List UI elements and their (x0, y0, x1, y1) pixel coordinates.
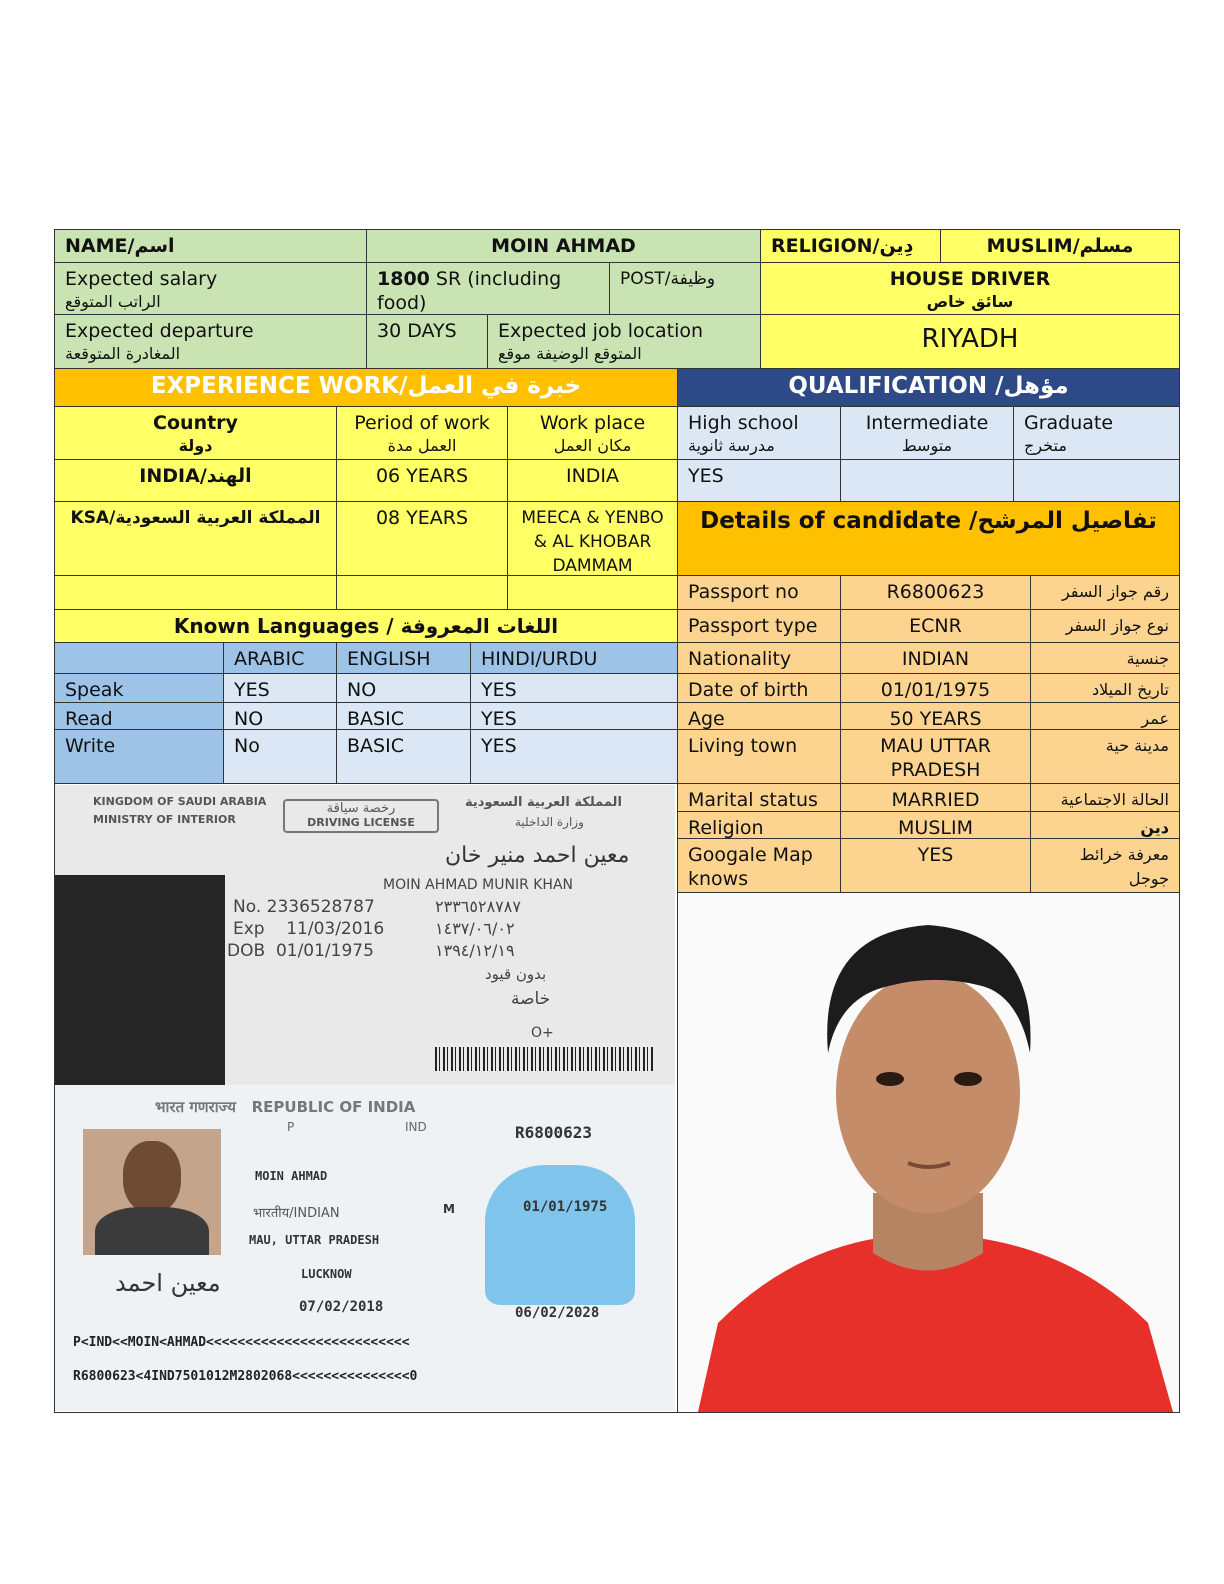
lang-cell (223, 702, 337, 730)
lang-row-label (54, 702, 224, 730)
detail-label (677, 673, 841, 703)
exp-row-place-text: INDIA (565, 465, 620, 487)
experience-title-text: EXPERIENCE WORK/خبرة في العمل (150, 373, 582, 399)
passport-signature: معین احمد (115, 1269, 221, 1297)
detail-value-text: MUSLIM (898, 817, 973, 839)
passport-ghost-image (485, 1165, 635, 1305)
detail-label-ar-text: الحالة الاجتماعية (1060, 790, 1169, 809)
lang-row-label-text: Write (65, 735, 116, 757)
license-dob-ar: ١٣٩٤/١٢/١٩ (435, 941, 515, 960)
qual-col-intermediate-en: Intermediate (865, 412, 989, 434)
location-label-ar: المتوقع الوضيفة موقع (498, 344, 642, 363)
detail-value-text: MARRIED (891, 789, 980, 811)
languages-title-text: Known Languages / اللغات المعروفة (173, 614, 559, 638)
detail-label-ar-text: تاريخ الميلاد (1092, 680, 1169, 699)
lang-col-hindi (470, 642, 678, 674)
lang-cell (336, 673, 471, 703)
passport-nationality: भारतीय/INDIAN (253, 1206, 340, 1221)
passport-given-name: MOIN AHMAD (255, 1169, 328, 1183)
name-label (54, 229, 367, 263)
experience-title (54, 368, 678, 407)
license-type-ar: خاصة (511, 989, 551, 1009)
qual-col-intermediate-ar: متوسط (901, 436, 953, 455)
passport-face (123, 1141, 181, 1213)
detail-label-ar-text: عمر (1141, 709, 1169, 728)
detail-label-ar-text: مدينة حية (1105, 736, 1169, 755)
detail-value-text: ECNR (909, 615, 962, 637)
name-label-text: NAME/اسم (65, 235, 175, 257)
passport-issue-place: LUCKNOW (301, 1267, 352, 1281)
license-dob: DOB 01/01/1975 (227, 941, 374, 961)
lang-row-label-text: Speak (65, 679, 124, 701)
detail-label-text: Marital status (688, 789, 818, 811)
passport-number: R6800623 (515, 1123, 593, 1142)
departure-label-ar: المغادرة المتوقعة (65, 344, 181, 363)
qual-col-graduate (1013, 406, 1180, 460)
lang-col-arabic (223, 642, 337, 674)
exp-row-country (54, 459, 337, 502)
license-badge-en: DRIVING LICENSE (307, 816, 415, 829)
license-name-ar: معين احمد منير خان (445, 843, 630, 868)
lang-col-arabic-text: ARABIC (234, 648, 305, 670)
lang-cell (470, 673, 678, 703)
license-badge (283, 799, 439, 833)
detail-value-text: 50 YEARS (889, 708, 982, 730)
post-label-text: POST/وظيفة (620, 269, 716, 289)
departure-label (54, 314, 367, 369)
license-number-ar: ٢٣٣٦٥٢٨٧٨٧ (435, 897, 521, 916)
passport-body (95, 1207, 209, 1255)
license-blood: O+ (531, 1025, 554, 1041)
detail-label-ar-text: دين (1140, 818, 1169, 837)
lang-cell-text: BASIC (347, 735, 404, 757)
post-value (760, 262, 1180, 315)
lang-col-english (336, 642, 471, 674)
detail-label (677, 702, 841, 730)
exp-col-country (54, 406, 337, 460)
qual-col-graduate-en: Graduate (1024, 412, 1114, 434)
lang-col-hindi-text: HINDI/URDU (481, 648, 598, 670)
detail-value-text: YES (917, 844, 954, 866)
exp-col-country-ar: دولة (178, 436, 213, 455)
languages-title (54, 609, 678, 643)
exp-row-place (507, 501, 678, 576)
religion-label (760, 229, 941, 263)
lang-cell-text: No (234, 735, 260, 757)
qual-col-highschool-ar: مدرسة ثانوية (688, 436, 775, 455)
license-photo-dark (55, 875, 225, 1085)
exp-row-country-text: INDIA/الهند (139, 465, 252, 487)
lang-cell-text: YES (481, 735, 517, 757)
detail-value (840, 609, 1031, 643)
lang-row-label (54, 673, 224, 703)
detail-label-ar-text: معرفة خرائط جوجل (1079, 845, 1169, 888)
lang-cell (223, 729, 337, 784)
lang-cell-text: BASIC (347, 708, 404, 730)
qual-col-graduate-ar: متخرج (1024, 436, 1067, 455)
license-number: No. 2336528787 (233, 897, 375, 917)
qual-value-highschool (677, 459, 841, 502)
lang-cell (470, 702, 678, 730)
passport-type: P (287, 1120, 295, 1134)
details-title-text: Details of candidate /تفاصيل المرشح (700, 508, 1157, 534)
passport-sex: M (443, 1202, 455, 1216)
detail-label-ar (1030, 702, 1180, 730)
lang-row-label (54, 729, 224, 784)
details-title (677, 501, 1180, 576)
detail-value (840, 673, 1031, 703)
exp-col-place-en: Work place (539, 412, 646, 434)
exp-row-country-text: KSA/المملكة العربية السعودية (70, 508, 321, 528)
license-header-en1: KINGDOM OF SAUDI ARABIA (93, 795, 267, 808)
lang-col-english-text: ENGLISH (347, 648, 431, 670)
lang-cell-text: NO (234, 708, 264, 730)
detail-label-text: Religion (688, 817, 764, 839)
lang-cell-text: NO (347, 679, 377, 701)
name-value (366, 229, 761, 263)
detail-label-ar-text: نوع جواز السفر (1065, 616, 1169, 635)
salary-label (54, 262, 367, 315)
exp-col-period-ar: العمل مدة (387, 436, 457, 455)
detail-label-text: Passport type (688, 615, 818, 637)
license-expiry-ar: ١٤٣٧/٠٦/٠٢ (435, 919, 515, 938)
salary-label-en: Expected salary (65, 268, 218, 290)
detail-label-text: Googale Map knows (688, 844, 813, 890)
license-name-en: MOIN AHMAD MUNIR KHAN (383, 877, 574, 893)
exp-empty-cell (54, 575, 337, 610)
lang-col-blank (54, 642, 224, 674)
qual-value-graduate (1013, 459, 1180, 502)
passport-mrz-line1: P<IND<<MOIN<AHMAD<<<<<<<<<<<<<<<<<<<<<<<<<< (73, 1335, 410, 1350)
detail-value-text: MAU UTTAR PRADESH (880, 735, 991, 781)
license-header-ar2: وزارة الداخلية (515, 815, 584, 829)
lang-cell-text: YES (481, 708, 517, 730)
lang-cell (223, 673, 337, 703)
qual-value-intermediate (840, 459, 1014, 502)
post-value-en: HOUSE DRIVER (889, 268, 1051, 290)
post-label (609, 262, 761, 315)
location-label-en: Expected job location (498, 320, 704, 342)
salary-label-ar: الراتب المتوقع (65, 292, 161, 311)
detail-value (840, 575, 1031, 610)
salary-unit: SR (including food) (377, 268, 562, 314)
name-value-text: MOIN AHMAD (491, 235, 636, 257)
departure-label-en: Expected departure (65, 320, 254, 342)
departure-value (366, 314, 488, 369)
passport-mrz-line2: R6800623<4IND7501012M2802068<<<<<<<<<<<<<<<0 (73, 1369, 418, 1384)
detail-label-ar (1030, 642, 1180, 674)
exp-col-country-en: Country (153, 412, 238, 434)
exp-col-place-ar: مكان العمل (553, 436, 632, 455)
passport-photo (83, 1129, 221, 1255)
face-shape (836, 973, 1020, 1213)
detail-value (840, 729, 1031, 784)
detail-label-ar (1030, 729, 1180, 784)
exp-row-period-text: 06 YEARS (375, 465, 469, 487)
detail-label-text: Date of birth (688, 679, 809, 701)
portrait-illustration (678, 893, 1179, 1412)
exp-col-period-en: Period of work (354, 412, 490, 434)
passport-code: IND (405, 1120, 427, 1134)
location-label (487, 314, 761, 369)
right-eye-shape (954, 1072, 982, 1086)
license-expiry: Exp 11/03/2016 (233, 919, 385, 939)
detail-label-ar (1030, 609, 1180, 643)
exp-row-place-text: MEECA & YENBO & AL KHOBAR DAMMAM (521, 508, 664, 576)
lang-cell (470, 729, 678, 784)
qual-value-highschool-text: YES (688, 465, 724, 487)
detail-label (677, 642, 841, 674)
detail-label-ar (1030, 673, 1180, 703)
passport-issue-date: 07/02/2018 (299, 1299, 384, 1315)
detail-label (677, 729, 841, 784)
religion-value (940, 229, 1180, 263)
passport-dob: 01/01/1975 (523, 1199, 608, 1215)
exp-col-period (336, 406, 508, 460)
exp-row-period-text: 08 YEARS (375, 507, 469, 529)
qual-col-highschool (677, 406, 841, 460)
departure-value-text: 30 DAYS (377, 320, 457, 342)
qual-col-intermediate (840, 406, 1014, 460)
exp-row-period (336, 459, 508, 502)
exp-row-period (336, 501, 508, 576)
location-value-text: RIYADH (921, 324, 1019, 354)
detail-label-ar-text: جنسية (1126, 649, 1169, 668)
detail-label-text: Age (688, 708, 725, 730)
detail-label-text: Passport no (688, 581, 799, 603)
salary-value (366, 262, 610, 315)
license-header-en2: MINISTRY OF INTERIOR (93, 813, 236, 826)
lang-row-label-text: Read (65, 708, 113, 730)
detail-label (677, 609, 841, 643)
detail-value (840, 702, 1031, 730)
lang-cell-text: YES (234, 679, 270, 701)
qualification-title-text: QUALIFICATION /مؤهل (788, 373, 1069, 399)
passport-expiry-date: 06/02/2028 (515, 1305, 600, 1321)
religion-value-text: MUSLIM/مسلم (986, 235, 1134, 257)
detail-label-text: Living town (688, 735, 798, 757)
passport-birthplace: MAU, UTTAR PRADESH (249, 1233, 380, 1247)
detail-value-text: INDIAN (901, 648, 970, 670)
detail-label-text: Nationality (688, 648, 792, 670)
lang-cell (336, 729, 471, 784)
post-value-ar: سائق خاص (926, 292, 1014, 311)
left-eye-shape (876, 1072, 904, 1086)
passport-header: भारत गणराज्य REPUBLIC OF INDIA (155, 1098, 416, 1116)
exp-row-country (54, 501, 337, 576)
detail-label (677, 575, 841, 610)
passport-image (55, 1085, 675, 1411)
qual-col-highschool-en: High school (688, 412, 799, 434)
salary-amount: 1800 (377, 268, 430, 290)
lang-cell (336, 702, 471, 730)
detail-value-text: 01/01/1975 (880, 679, 991, 701)
location-value (760, 314, 1180, 369)
exp-empty-cell (507, 575, 678, 610)
license-cond-ar: بدون قيود (485, 965, 547, 983)
detail-value (840, 642, 1031, 674)
license-badge-ar: رخصة سياقة (326, 801, 396, 816)
qualification-title (677, 368, 1180, 407)
driving-license-image (55, 785, 675, 1085)
exp-row-place (507, 459, 678, 502)
lang-cell-text: YES (481, 679, 517, 701)
religion-label-text: RELIGION/دِين (771, 235, 914, 257)
exp-empty-cell (336, 575, 508, 610)
license-header-ar1: المملكة العربية السعودية (465, 795, 622, 810)
exp-col-place (507, 406, 678, 460)
detail-label-ar (1030, 575, 1180, 610)
license-barcode (435, 1047, 655, 1071)
detail-value-text: R6800623 (886, 581, 985, 603)
detail-label-ar-text: رقم جواز السفر (1061, 582, 1169, 601)
candidate-photo (678, 893, 1179, 1412)
